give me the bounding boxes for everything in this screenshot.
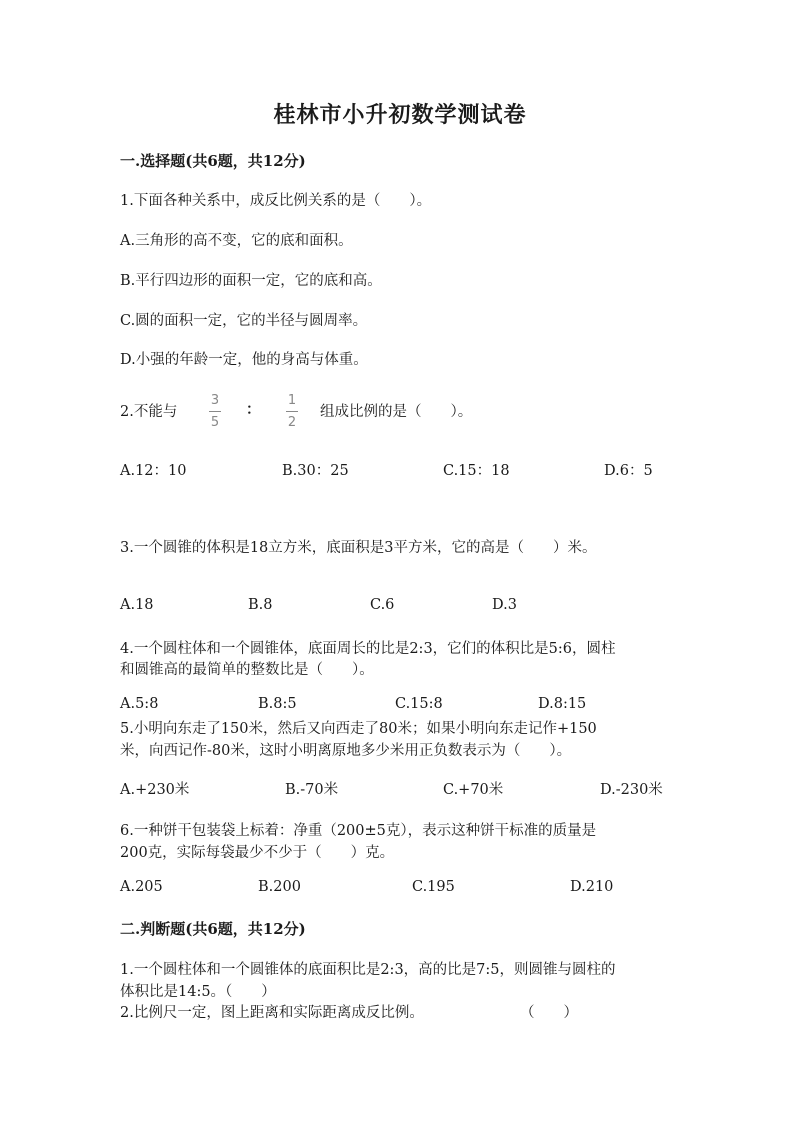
question-3-option-c: C.6: [370, 597, 395, 613]
question-3-stem: 3.一个圆锥的体积是18立方米，底面积是3平方米，它的高是（ ）米。: [120, 540, 597, 556]
page-title: 桂林市小升初数学测试卷: [273, 102, 527, 128]
question-2-option-c: C.15：18: [443, 463, 510, 479]
question-5-stem-line1: 5.小明向东走了150米，然后又向西走了80米；如果小明向东走记作+150: [120, 721, 597, 737]
question-2-option-a: A.12：10: [120, 463, 187, 479]
question-5-option-b: B.-70米: [285, 782, 339, 798]
fraction-numerator: 3: [210, 393, 220, 408]
ratio-colon: ：: [246, 401, 261, 418]
judgment-1-line2: 体积比是14:5。（ ）: [120, 984, 276, 1000]
question-1-option-d: D.小强的年龄一定，他的身高与体重。: [120, 352, 368, 368]
question-6-stem-line1: 6.一种饼干包装袋上标着：净重（200±5克），表示这种饼干标准的质量是: [120, 823, 597, 839]
fraction-numerator: 1: [287, 393, 297, 408]
judgment-1-line1: 1.一个圆柱体和一个圆锥体的底面积比是2:3，高的比是7:5，则圆锥与圆柱的: [120, 962, 616, 978]
question-3-option-b: B.8: [248, 597, 273, 613]
fraction-1-2: [286, 393, 298, 430]
question-5-option-c: C.+70米: [443, 782, 504, 798]
question-2-option-d: D.6：5: [604, 463, 653, 479]
fraction-bar: [286, 411, 298, 412]
question-4-option-a: A.5:8: [120, 696, 159, 712]
question-6-option-c: C.195: [412, 879, 455, 895]
section-heading-choice: 一.选择题(共6题，共12分): [120, 152, 306, 170]
fraction-bar: [209, 411, 221, 412]
question-1-option-a: A.三角形的高不变，它的底和面积。: [120, 233, 353, 249]
question-1-option-c: C.圆的面积一定，它的半径与圆周率。: [120, 313, 368, 329]
question-6-option-d: D.210: [570, 879, 614, 895]
question-4-stem-line1: 4.一个圆柱体和一个圆锥体，底面周长的比是2:3，它们的体积比是5:6，圆柱: [120, 641, 616, 657]
section-heading-judgment: 二.判断题(共6题，共12分): [120, 920, 306, 938]
question-4-option-b: B.8:5: [258, 696, 297, 712]
question-5-option-d: D.-230米: [600, 782, 663, 798]
judgment-2-blank: （ ）: [520, 1005, 578, 1021]
question-1-stem: 1.下面各种关系中，成反比例关系的是（ ）。: [120, 193, 432, 209]
question-5-option-a: A.+230米: [120, 782, 190, 798]
question-2-prefix: 2.不能与: [120, 404, 178, 420]
question-5-stem-line2: 米，向西记作-80米，这时小明离原地多少米用正负数表示为（ ）。: [120, 743, 572, 759]
question-1-option-b: B.平行四边形的面积一定，它的底和高。: [120, 273, 382, 289]
fraction-denominator: 5: [210, 415, 220, 430]
question-6-option-a: A.205: [120, 879, 163, 895]
question-4-option-d: D.8:15: [538, 696, 587, 712]
fraction-3-5: [209, 393, 221, 430]
question-2-option-b: B.30：25: [282, 463, 349, 479]
judgment-2-stem: 2.比例尺一定，图上距离和实际距离成反比例。: [120, 1005, 424, 1021]
question-2-suffix: 组成比例的是（ ）。: [320, 404, 473, 420]
fraction-denominator: 2: [287, 415, 297, 430]
question-4-option-c: C.15:8: [395, 696, 443, 712]
question-4-stem-line2: 和圆锥高的最简单的整数比是（ ）。: [120, 662, 374, 678]
question-6-stem-line2: 200克，实际每袋最少不少于（ ）克。: [120, 845, 395, 861]
question-3-option-d: D.3: [492, 597, 517, 613]
question-6-option-b: B.200: [258, 879, 301, 895]
question-3-option-a: A.18: [120, 597, 154, 613]
